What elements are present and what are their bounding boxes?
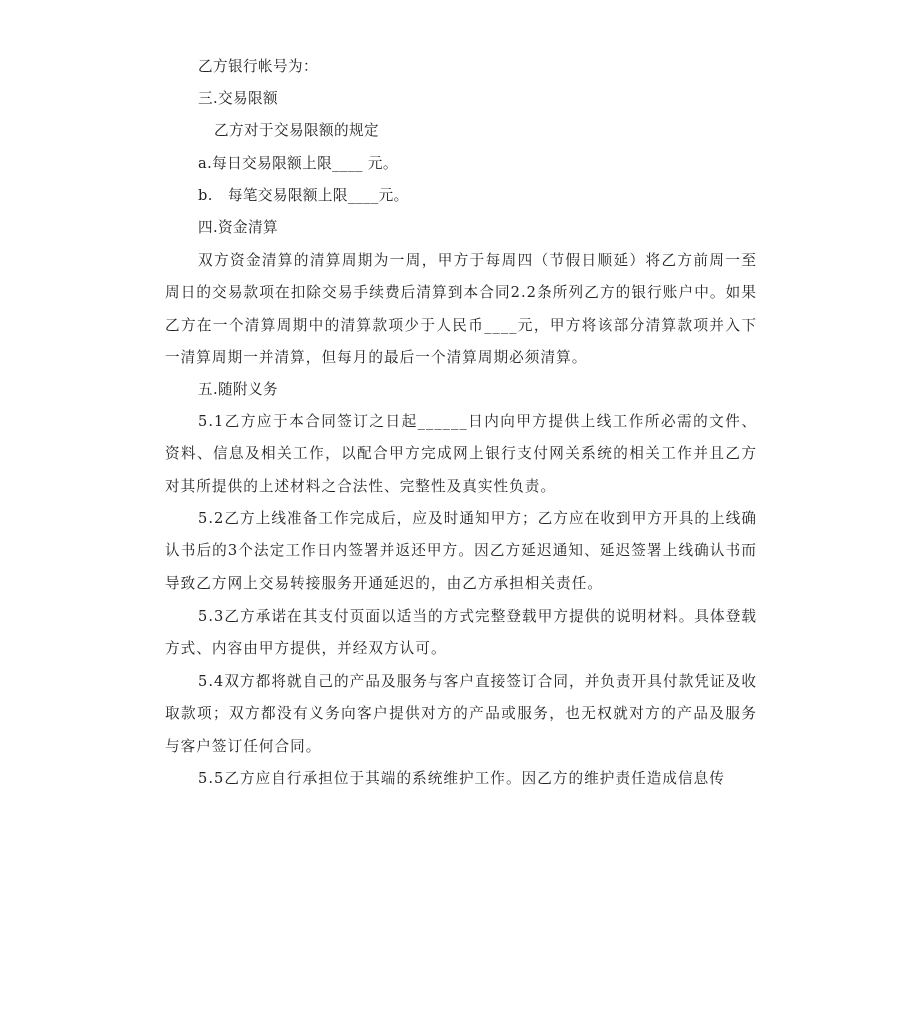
- clause-5-5: 5.5乙方应自行承担位于其端的系统维护工作。因乙方的维护责任造成信息传: [198, 770, 725, 787]
- section-5-title: 五.随附义务: [198, 381, 279, 398]
- bank-account-line: 乙方银行帐号为：: [198, 58, 318, 75]
- clause-5-4: 5.4双方都将就自己的产品及服务与客户直接签订合同，并负责开具付款凭证及收取款项；双方都没有义务向客户提供对方的产品或服务，也无权就对方的产品及服务与客户签订任何合同。: [165, 673, 757, 755]
- clause-5-2: 5.2乙方上线准备工作完成后，应及时通知甲方；乙方应在收到甲方开具的上线确认书后的3个法定工作日内签署并返还甲方。因乙方延迟通知、延迟签署上线确认书而导致乙方网上交易转接服务开通延迟的，由乙方承担相关责任。: [165, 510, 757, 592]
- section-3-intro: 乙方对于交易限额的规定: [214, 122, 379, 139]
- clause-5-3: 5.3乙方承诺在其支付页面以适当的方式完整登载甲方提供的说明材料。具体登载方式、内容由甲方提供，并经双方认可。: [165, 608, 757, 658]
- section-3-item-b: b. 每笔交易限额上限____元。: [198, 187, 409, 204]
- section-3-item-a: a.每日交易限额上限____ 元。: [198, 155, 398, 172]
- section-4-body: 双方资金清算的清算周期为一周，甲方于每周四（节假日顺延）将乙方前周一至周日的交易款项在扣除交易手续费后清算到本合同2.2条所列乙方的银行账户中。如果乙方在一个清算周期中的清算款项少于人民币____元，甲方将该部分清算款项并入下一清算周期一并清算，但每月的最后一个清算周期必须清算。: [165, 252, 757, 367]
- section-3-title: 三.交易限额: [198, 90, 279, 107]
- section-4-title: 四.资金清算: [198, 219, 279, 236]
- clause-5-1: 5.1乙方应于本合同签订之日起______日内向甲方提供上线工作所必需的文件、资料、信息及相关工作，以配合甲方完成网上银行支付网关系统的相关工作并且乙方对其所提供的上述材料之合法性、完整性及真实性负责。: [165, 413, 757, 495]
